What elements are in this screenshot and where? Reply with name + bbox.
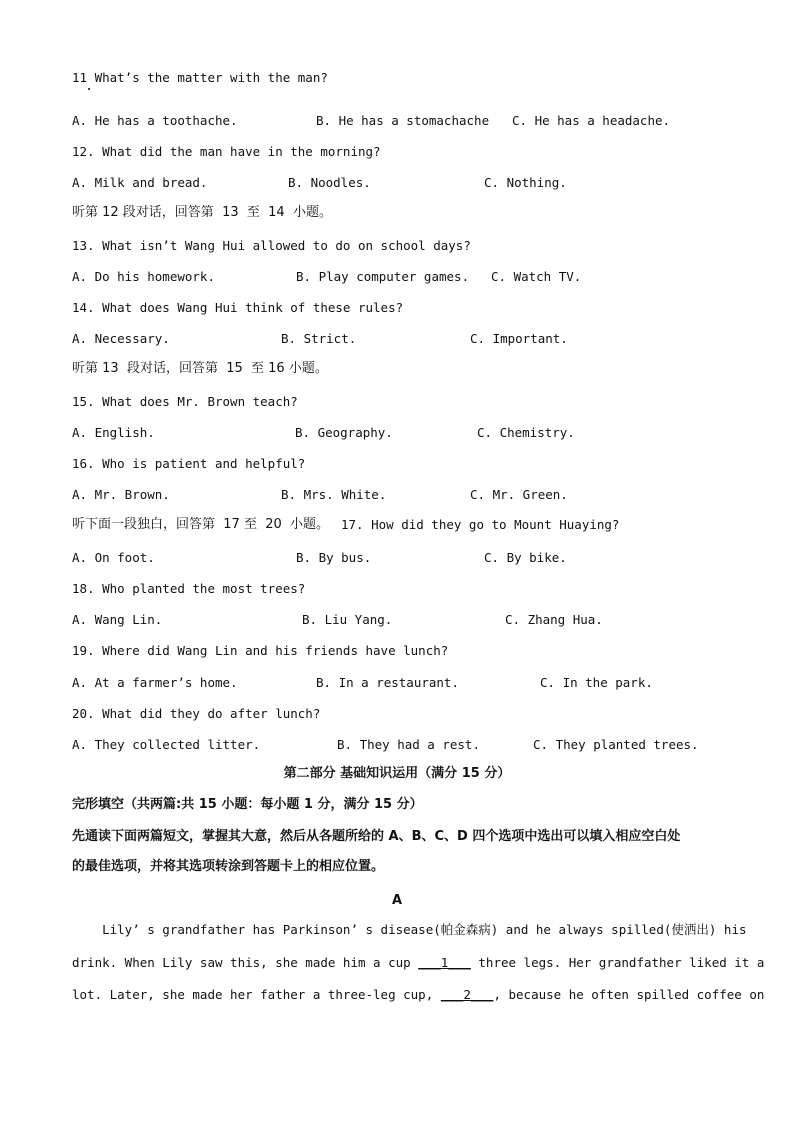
- directions-line-2: 的最佳选项，并将其选项转涂到答题卡上的相应位置。: [72, 859, 385, 874]
- passage-line-2: [72, 955, 765, 971]
- option-b: B. In a restaurant.: [316, 675, 459, 690]
- passage-text: drink. When Lily saw this, she made him a cup: [72, 955, 419, 970]
- question-19: 19. Where did Wang Lin and his friends have lunch?: [72, 643, 449, 658]
- passage-line-1: [72, 922, 747, 938]
- cloze-title: 完形填空（共两篇:共 15 小题：每小题 1 分，满分 15 分）: [72, 797, 423, 812]
- passage-line-3: [72, 987, 765, 1003]
- option-b: B. Geography.: [295, 425, 393, 440]
- passage-text: three legs. Her grandfather liked it a: [470, 955, 765, 970]
- option-b: B. Strict.: [281, 331, 357, 346]
- question-17: 17. How did they go to Mount Huaying?: [341, 517, 620, 532]
- stray-dot: [88, 88, 90, 90]
- instruction-dialogue-13: 听第 13 段对话，回答第 15 至 16 小题。: [72, 361, 328, 376]
- blank-1: ___1___: [418, 955, 471, 970]
- question-11: 11 What’s the matter with the man?: [72, 70, 328, 85]
- option-c: C. Nothing.: [484, 175, 567, 190]
- option-a: A. Do his homework.: [72, 269, 215, 284]
- passage-text: , because he often spilled coffee on: [493, 987, 765, 1002]
- part2-heading: 第二部分 基础知识运用（满分 15 分）: [283, 766, 511, 781]
- option-b: B. Mrs. White.: [281, 487, 387, 502]
- option-b: B. Noodles.: [288, 175, 371, 190]
- option-a: A. Milk and bread.: [72, 175, 208, 190]
- question-12: 12. What did the man have in the morning?: [72, 144, 381, 159]
- option-a: A. Necessary.: [72, 331, 170, 346]
- option-b: B. Liu Yang.: [302, 612, 393, 627]
- option-a: A. On foot.: [72, 550, 155, 565]
- question-18: 18. Who planted the most trees?: [72, 581, 306, 596]
- section-a-label: A: [391, 893, 403, 908]
- passage-text: Lily’ s grandfather has Parkinson’ s disease(帕金森病) and he always spilled(使洒出) his: [72, 922, 747, 937]
- option-c: C. By bike.: [484, 550, 567, 565]
- question-14: 14. What does Wang Hui think of these rules?: [72, 300, 404, 315]
- directions-line-1: 先通读下面两篇短文，掌握其大意，然后从各题所给的 A、B、C、D 四个选项中选出可以填入相应空白处: [72, 829, 681, 844]
- option-c: C. Mr. Green.: [470, 487, 568, 502]
- option-b: B. He has a stomachache: [316, 113, 490, 128]
- option-b: B. By bus.: [296, 550, 372, 565]
- option-c: C. Important.: [470, 331, 568, 346]
- option-c: C. They planted trees.: [533, 737, 699, 752]
- blank-2: ___2___: [440, 987, 494, 1002]
- instruction-dialogue-12: 听第 12 段对话，回答第 13 至 14 小题。: [72, 205, 332, 220]
- question-13: 13. What isn’t Wang Hui allowed to do on school days?: [72, 238, 471, 253]
- question-16: 16. Who is patient and helpful?: [72, 456, 306, 471]
- option-c: C. He has a headache.: [512, 113, 671, 128]
- passage-text: lot. Later, she made her father a three-leg cup,: [72, 987, 441, 1002]
- option-a: A. He has a toothache.: [72, 113, 238, 128]
- option-a: A. They collected litter.: [72, 737, 261, 752]
- option-a: A. At a farmer’s home.: [72, 675, 238, 690]
- option-c: C. Chemistry.: [477, 425, 575, 440]
- option-a: A. Wang Lin.: [72, 612, 163, 627]
- option-b: B. They had a rest.: [337, 737, 480, 752]
- question-20: 20. What did they do after lunch?: [72, 706, 321, 721]
- instruction-monologue: 听下面一段独白，回答第 17 至 20 小题。: [72, 517, 330, 532]
- option-c: C. Zhang Hua.: [505, 612, 603, 627]
- option-a: A. Mr. Brown.: [72, 487, 170, 502]
- option-a: A. English.: [72, 425, 155, 440]
- option-c: C. Watch TV.: [491, 269, 582, 284]
- question-15: 15. What does Mr. Brown teach?: [72, 394, 298, 409]
- option-b: B. Play computer games.: [296, 269, 470, 284]
- option-c: C. In the park.: [540, 675, 653, 690]
